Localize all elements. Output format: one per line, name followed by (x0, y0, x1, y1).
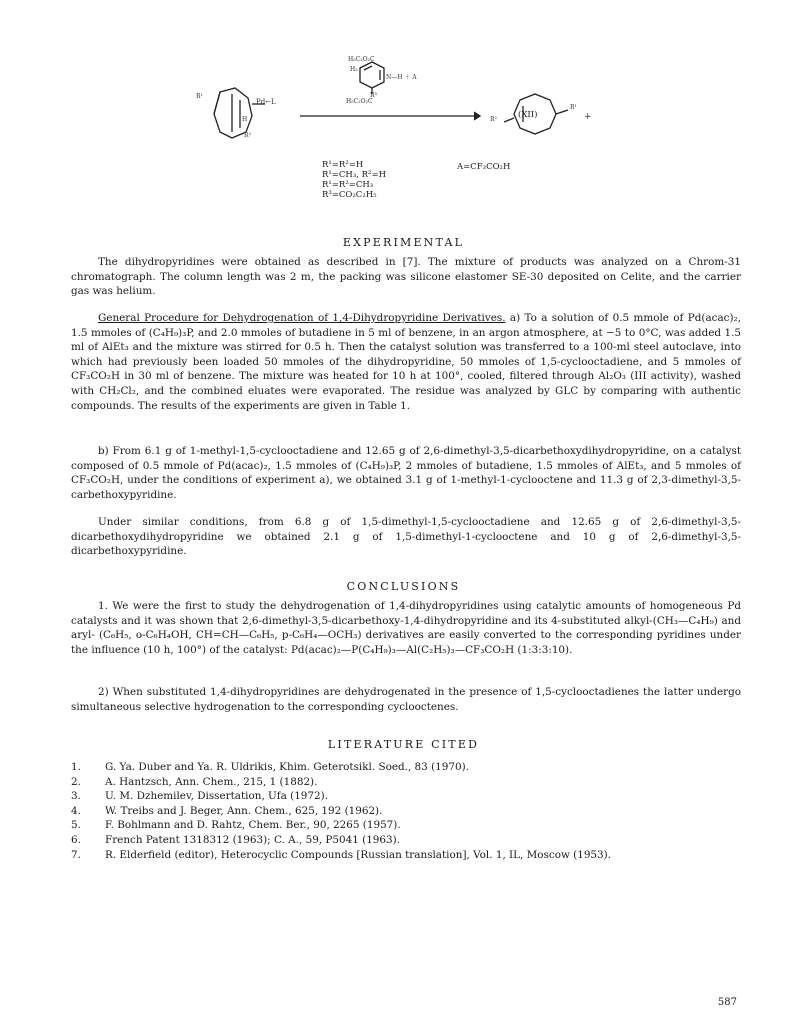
reaction-scheme (180, 50, 620, 240)
reagent-r3-label: R³ (370, 92, 377, 99)
reference-item (71, 848, 751, 863)
experimental-paragraph-4: Under similar conditions, from 6.8 g of 1,5-dimethyl-1,5-cyclooctadiene and 12.65 g of 2,6-dimethyl-3,5-dicarbethoxydihydropyridine we obtained 2.1 g of 1,5-dimethyl-1-cyclooctene and 10 g of 2,6-dimethyl-3,5-dicarbethoxypyridine. (71, 516, 741, 558)
r1-product-label: R¹ (570, 104, 577, 111)
experimental-heading: EXPERIMENTAL (342, 236, 465, 249)
reference-text: French Patent 1318312 (1963); C. A., 59, P5041 (1963). (105, 833, 400, 846)
conclusions-paragraph-1: 1. We were the first to study the dehydrogenation of 1,4-dihydropyridines using catalytic amounts of homogeneous Pd catalysts and it was shown that 2,6-dimethyl-3,5-dicarbethoxy-1,4-dihydropyridine and its 4-substituted alkyl-(CH₃—C₄H₉) and aryl- (C₆H₅, o-C₆H₄OH, CH=CH—C₆H₅, p-C₆H₄—OCH₃) derivatives are easily converted to the corresponding pyridines under the influence (10 h, 100°) of the catalyst: Pd(acac)₂—P(C₄H₉)₃—Al(C₂H₅)₃—CF₃CO₂H (1:3:3:10). (71, 600, 741, 656)
reference-text: W. Treibs and J. Beger, Ann. Chem., 625, 192 (1962). (105, 804, 383, 817)
reference-text: F. Bohlmann and D. Rahtz, Chem. Ber., 90, 2265 (1957). (105, 819, 401, 832)
reference-number: 2. (71, 775, 81, 788)
reference-text: G. Ya. Duber and Ya. R. Uldrikis, Khim. Geterotsikl. Soed., 83 (1970). (105, 761, 469, 773)
reagent-top-label: H₅C₂O₂C (348, 56, 375, 63)
reference-number: 3. (71, 790, 81, 803)
experimental-paragraph-3: b) From 6.1 g of 1-methyl-1,5-cyclooctadiene and 12.65 g of 2,6-dimethyl-3,5-dicarbethoxydihydropyridine, on a catalyst composed of 0.5 mmole of Pd(acac)₂, 1.5 mmoles of (C₄H₉)₃P, 2 mmoles of butadiene, 1.5 mmoles of AlEt₃, and 5 mmoles of CF₃CO₂H, under the conditions of experiment a), we obtained 3.1 g of 1-methyl-1-cyclooctene and 11.3 g of 2,3-dimethyl-3,5-carbethoxypyridine. (71, 445, 741, 501)
plus-sign: + (584, 112, 592, 122)
experimental-paragraph-1: The dihydropyridines were obtained as described in [7]. The mixture of products was analyzed on a Chrom-31 chromatograph. The column length was 2 m, the packing was silicone elastomer SE-30 deposited on Celite, and the carrier gas was helium. (71, 256, 741, 298)
reference-text: U. M. Dzhemilev, Dissertation, Ufa (1972). (105, 790, 329, 803)
r1-left-label: R¹ (196, 93, 203, 100)
reference-text: R. Elderfield (editor), Heterocyclic Compounds [Russian translation], Vol. 1, IL, Moscow (1953). (105, 848, 612, 861)
reference-list (71, 760, 751, 862)
conclusions-paragraph-2: 2) When substituted 1,4-dihydropyridines are dehydrogenated in the presence of 1,5-cyclooctadienes the latter undergo simultaneous selective hydrogenation to the corresponding cyclooctenes. (71, 686, 741, 713)
reference-item (71, 789, 751, 804)
procedure-body: a) To a solution of 0.5 mmole of Pd(acac)₂, 1.5 mmoles of (C₄H₉)₃P, and 2.0 mmoles of butadiene in 5 ml of benzene, in an argon atmosphere, at −5 to 0°C, was added 1.5 ml of AlEt₃ and the mixture was stirred for 0.5 h. Then the catalyst solution was transferred to a 100-ml steel autoclave, into which had previously been loaded 50 mmoles of the dihydropyridine, 50 mmoles of 1,5-cyclooctadiene, and 5 mmoles of CF₃CO₂H in 30 ml of benzene. The mixture was heated for 10 h at 100°, cooled, filtered through Al₂O₃ (III activity), washed with CH₂Cl₂, and the combined eluates were evaporated. The residue was analyzed by GLC by comparing with authentic compounds. The results of the experiments are given in Table 1. (71, 312, 741, 412)
reference-item (71, 760, 751, 775)
conclusions-heading: CONCLUSIONS (346, 580, 461, 593)
pd-ligand-label: Pd←L (256, 98, 276, 106)
r2-label: R² (244, 132, 251, 139)
h-label: H (242, 116, 248, 123)
experimental-paragraph-2 (71, 311, 741, 413)
reference-item (71, 833, 751, 848)
reference-item (71, 818, 751, 833)
reference-number: 1. (71, 761, 81, 773)
reference-number: 7. (71, 848, 81, 861)
reference-text: A. Hantzsch, Ann. Chem., 215, 1 (1882). (105, 775, 318, 788)
product-label: (XII) (518, 110, 538, 120)
substituent-line: R¹=R²=H (322, 160, 364, 170)
reference-number: 4. (71, 804, 81, 817)
reagent-side-label: N—H ＋ A (386, 74, 417, 81)
substituent-line: R¹=CH₃, R²=H (322, 170, 386, 180)
substituent-line: R¹=R²=CH₃ (322, 180, 374, 190)
reagent-bottom-label: H₅C₂O₂C (346, 98, 373, 105)
procedure-title: General Procedure for Dehydrogenation of 1,4-Dihydropyridine Derivatives. (98, 312, 506, 324)
reagent-mid-label: H₃ (350, 66, 358, 73)
page-number: 587 (717, 997, 737, 1008)
acid-definition: A=CF₃CO₂H (457, 162, 511, 172)
literature-heading: LITERATURE CITED (327, 738, 480, 751)
reference-number: 5. (71, 819, 81, 832)
r2-product-label: R² (490, 116, 497, 123)
reference-item (71, 775, 751, 790)
reference-number: 6. (71, 833, 81, 846)
reference-item (71, 804, 751, 819)
substituent-definitions (322, 160, 386, 200)
substituent-line: R³=CO₂C₂H₅ (322, 190, 377, 200)
